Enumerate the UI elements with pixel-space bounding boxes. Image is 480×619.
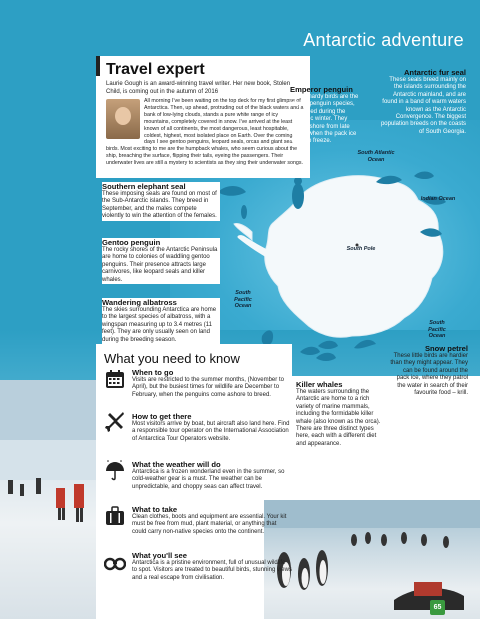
what-to-take-heading: What to take [132, 505, 178, 514]
albatross-body: The skies surrounding Antarctica are home to the largest species of albatross, with a wingspan measuring up to 3.4 metres (11 feet). They are only usually seen on land during the breeding season. [102, 307, 217, 343]
snow-petrel-icon [354, 340, 376, 349]
page-number: 65 [430, 600, 445, 615]
penguin-colony-photo [264, 500, 480, 619]
how-to-get-there-heading: How to get there [132, 412, 192, 421]
albatross-heading: Wandering albatross [102, 298, 177, 307]
page-title: Antarctic adventure [303, 30, 464, 50]
need-item-weather [104, 460, 294, 510]
umbrella-icon [104, 460, 126, 482]
travel-expert-text [106, 98, 304, 167]
how-to-get-there-body: Most visitors arrive by boat, but aircraft also land here. Find a responsible tour operator on the International Association of Antarctica Tour Operators website. [132, 421, 290, 442]
when-to-go-body: Visits are restricted to the summer months, (November to April), but the busiest times for wildlife are December to February, when the penguins come ashore to breed. [132, 377, 284, 398]
emperor-penguin-icon [292, 177, 304, 209]
fur-seal-body: These seals breed mainly on the islands surrounding the Antarctic mainland, and are found in a band of warm waters known as the Antarctic Convergence. The biggest population breeds on the coasts of South Georgia. [380, 77, 466, 135]
snow-petrel-title: Snow petrel [424, 344, 468, 353]
fur-seal-block [380, 68, 466, 136]
what-youll-see-body: Antarctica is a pristine environment, full of unusual wildlife to spot. Visitors are treated to beautiful birds, stunning views and a real escape from civilisation. [132, 560, 292, 581]
expedition-photo [0, 380, 96, 619]
emperor-penguin-heading: Emperor penguin [290, 85, 353, 94]
need-item-take [104, 505, 294, 555]
need-item-see [104, 551, 294, 601]
calendar-icon [104, 368, 126, 390]
killer-whale-icon [300, 341, 338, 361]
travel-expert-accent [96, 56, 100, 76]
weather-heading: What the weather will do [132, 460, 221, 469]
travel-expert-box [96, 56, 310, 178]
need-item-how-text [132, 412, 292, 443]
gentoo-penguin-heading: Gentoo penguin [102, 238, 161, 247]
label-south-pacific-left: South Pacific Ocean [234, 290, 252, 309]
label-south-pole: South Pole [346, 246, 376, 252]
fur-seal-icon [376, 172, 434, 185]
snow-petrel-text [390, 344, 468, 397]
snow-petrel-description: These little birds are hardier than they might appear. They can be found around the pack ice, where they patrol the water in search of their favourite food – krill. [390, 353, 468, 397]
need-item-take-text [132, 505, 292, 536]
label-south-pacific-right: South Pacific Ocean [428, 320, 446, 339]
elephant-seal-block [102, 182, 220, 221]
what-to-take-body: Clean clothes, boots and equipment are essential. Your kit must be free from mud, plant material, or anything that could carry non-native species onto the continent. [132, 514, 287, 535]
gentoo-penguin-block [102, 238, 220, 284]
travel-expert-lead: Laurie Gough is an award-winning travel writer. Her new book, Stolen Child, is coming out in the autumn of 2016 [106, 81, 291, 95]
elephant-seal-icon [218, 186, 246, 196]
weather-body: Antarctica is a frozen wonderland even in the summer, so cold-weather gear is a must. The weather can be unpredictable, and choppy seas can affect travel. [132, 469, 285, 490]
need-item-how [104, 412, 294, 462]
suitcase-icon [104, 505, 126, 527]
killer-whales-text [296, 380, 382, 448]
travel-expert-title: Travel expert [106, 61, 205, 78]
label-indian-ocean: Indian Ocean [420, 196, 456, 202]
killer-whales-description: The waters surrounding the Antarctic are home to a rich variety of marine mammals, including the formidable killer whale (also known as the orca). There are three distinct types here, each with a different diet and appearance. [296, 389, 381, 447]
what-youll-see-heading: What you'll see [132, 551, 187, 560]
gentoo-penguin-icon [241, 205, 247, 219]
fur-seal-heading: Antarctic fur seal [403, 68, 466, 77]
need-to-know-title: What you need to know [104, 351, 240, 366]
need-item-when [104, 368, 294, 418]
killer-whales-title: Killer whales [296, 380, 343, 389]
need-item-see-text [132, 551, 292, 582]
need-item-when-text [132, 368, 292, 399]
binoculars-icon [104, 551, 126, 573]
emperor-penguin-block [290, 85, 362, 146]
airplane-icon [104, 412, 126, 434]
gentoo-penguin-body: The rocky shores of the Antarctic Peninsula are home to colonies of waddling gentoo penguins. Their presence attracts large carnivores, like leopard seals and killer whales. [102, 247, 218, 283]
emperor-penguin-body: These hardy birds are the largest penguin species, and breed during the Antarctic winter. They come ashore from late March when the pack ice starts to freeze. [290, 94, 359, 145]
author-photo [106, 99, 140, 139]
need-item-weather-text [132, 460, 292, 491]
when-to-go-heading: When to go [132, 368, 174, 377]
elephant-seal-heading: Southern elephant seal [102, 182, 186, 191]
label-south-atlantic: South Atlantic Ocean [357, 150, 395, 163]
travel-expert-body: All morning I've been waiting on the top deck for my first glimpse of Antarctica. Then, up ahead, protruding out of the black waters and a bank of low-lying clouds, stands a pure white range of icy mountains, completely covered in snow. I've arrived at the least known of all continents, the most dangerous, least hospitable, coldest, highest, most isolated place on Earth. Over the coming days I see gentoo penguins, leopard seals, orcas and giant sea birds. Most exciting to me are the humpback whales, who seem curious about the ship, breaching the surface, flipping their tails, eyeing the passengers. Their underwater lives are still a mystery to scientists as they sing their underwater songs. [106, 98, 304, 167]
albatross-block [102, 298, 220, 344]
elephant-seal-body: These imposing seals are found on most of the Sub-Antarctic islands. They breed in September, and the males compete violently to win the attention of the females. [102, 191, 217, 220]
